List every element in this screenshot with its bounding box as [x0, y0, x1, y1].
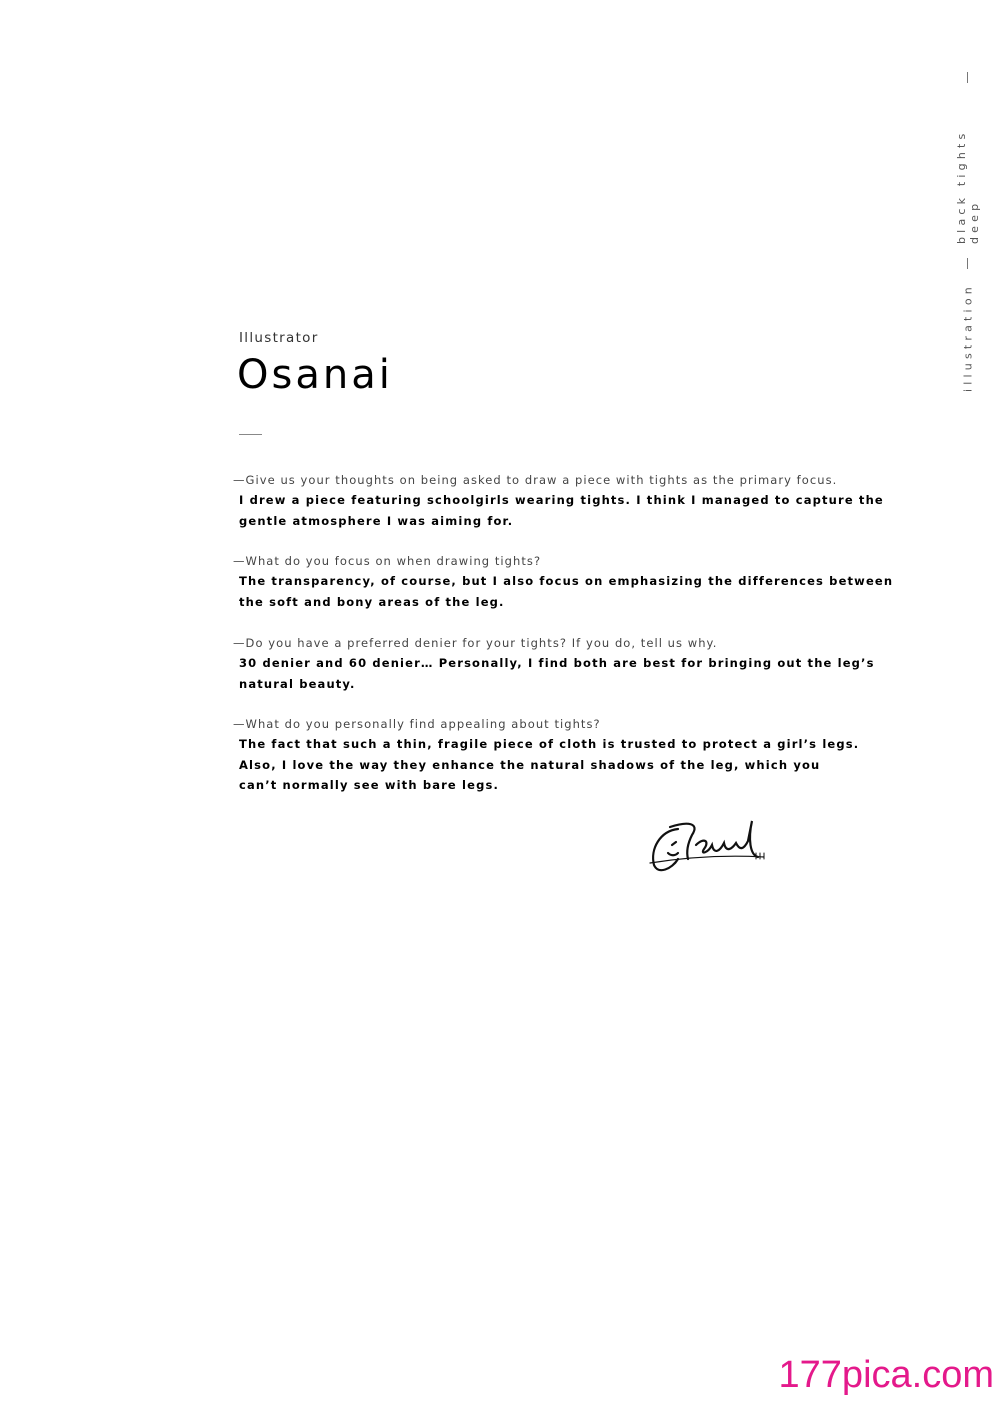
side-label-category: illustration — [961, 283, 975, 392]
answer-line: the soft and bony areas of the leg. — [239, 594, 505, 609]
page-title: Osanai — [237, 352, 393, 398]
question: —Give us your thoughts on being asked to draw a piece with tights as the primary focus. — [233, 473, 838, 487]
section-side-label — [955, 72, 981, 392]
role-label: Illustrator — [239, 330, 319, 346]
qa-block — [233, 551, 894, 612]
divider — [239, 434, 262, 435]
watermark: 177pica.com — [778, 1354, 994, 1396]
answer-line: gentle atmosphere I was aiming for. — [239, 513, 514, 528]
signature-image — [648, 815, 768, 877]
qa-block — [233, 470, 884, 531]
question: —Do you have a preferred denier for your tights? If you do, tell us why. — [233, 636, 718, 650]
answer-line: 30 denier and 60 denier… Personally, I find both are best for bringing out the leg’s — [239, 656, 875, 670]
divider — [968, 72, 969, 83]
answer-line: The fact that such a thin, fragile piece of cloth is trusted to protect a girl’s legs. — [239, 737, 860, 751]
qa-block — [233, 714, 860, 796]
qa-block — [233, 633, 875, 694]
question: —What do you personally find appealing about tights? — [233, 717, 601, 731]
question: —What do you focus on when drawing tights? — [233, 554, 542, 568]
answer-line: Also, I love the way they enhance the natural shadows of the leg, which you — [239, 757, 821, 772]
side-label-title: black tights deep — [955, 129, 981, 245]
answer-line: natural beauty. — [239, 676, 356, 691]
answer-line: can’t normally see with bare legs. — [239, 778, 499, 792]
divider — [968, 258, 969, 269]
answer-line: The transparency, of course, but I also focus on emphasizing the differences between — [239, 574, 894, 588]
answer-line: I drew a piece featuring schoolgirls wearing tights. I think I managed to capture the — [239, 493, 884, 507]
